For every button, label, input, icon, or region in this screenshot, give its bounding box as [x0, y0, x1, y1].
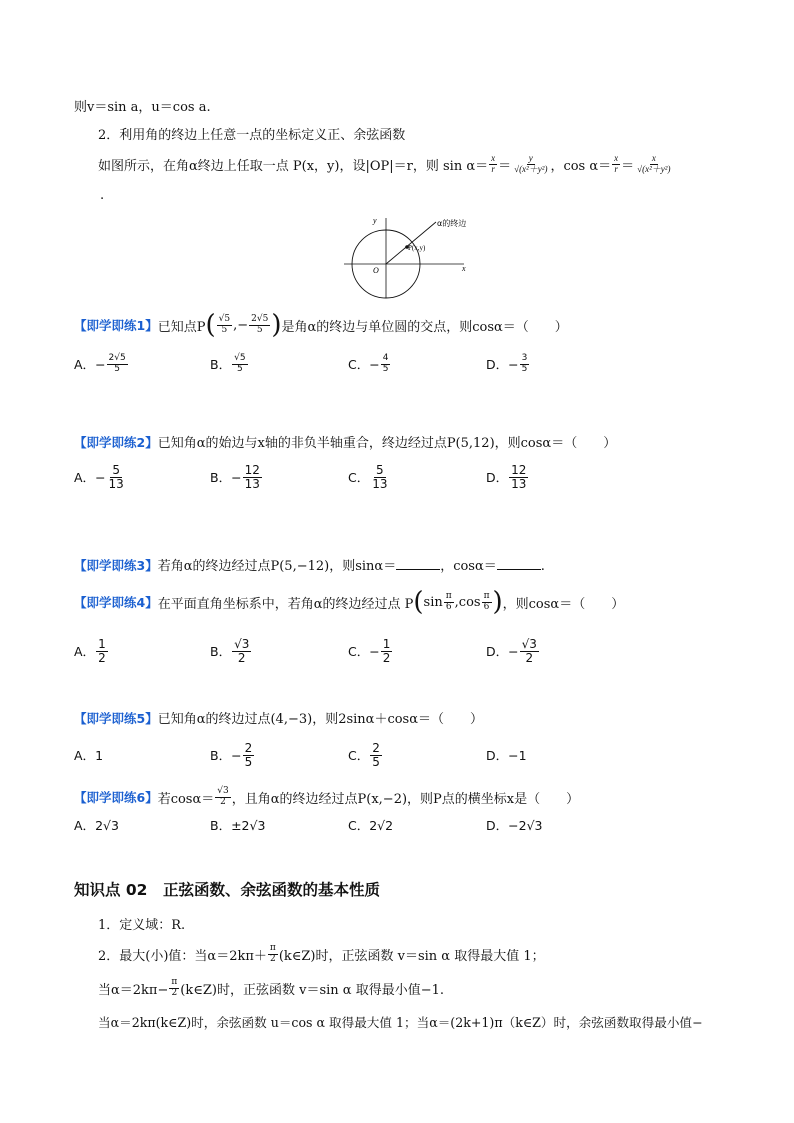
exercise-4-tag: 【即学即练4】 [74, 595, 158, 610]
exercise-2-option-d[interactable]: D． $\frac{12}{13}$ [486, 462, 527, 491]
exercise-6-option-c[interactable]: C．2√2 [348, 818, 394, 833]
exercise-2-tag: 【即学即练2】 [74, 435, 158, 450]
fraction-x-over-r-2: $\frac{x}{r}$ [614, 153, 619, 174]
exercise-5-option-a[interactable]: A． 1 [74, 747, 104, 763]
section-line-cos: 当α＝2kπ(k∈Z)时，余弦函数 u＝cos α 取得最大值 1；当α＝(2k+1)π（k∈Z）时，余弦函数取得最小值− [98, 1015, 703, 1030]
section-line-domain: 1．定义域：R. [98, 918, 186, 933]
terminal-side [386, 222, 436, 264]
answer-blank-cos[interactable] [497, 557, 541, 570]
origin-label: O [373, 266, 379, 275]
intro-line: 则v＝sin a，u＝cos a. [74, 100, 211, 115]
exercise-2-option-b[interactable]: B． − $\frac{12}{13}$ [210, 462, 260, 491]
exercise-1-tag: 【即学即练1】 [74, 318, 158, 333]
unit-circle-figure [340, 212, 480, 300]
point2-definition: 如图所示，在角α终边上任取一点 P(x，y)，设|OP|＝r，则 sin α＝ $\frac{x}{r}$ ＝ $\frac{y}{\text{√(x²＋y²)}}$ ，cos α＝ $\frac{x}{r}$ ＝ $\frac{x}{\text{√(x²＋y²)}}$ [98, 153, 671, 174]
x-axis-label: x [462, 264, 466, 273]
exercise-4-option-d[interactable]: D． − $\frac{√3}{2}$ [486, 636, 537, 665]
exercise-3-stem: 【即学即练3】若角α的终边经过点P(5,−12)，则sinα＝ ，cosα＝ . [74, 558, 545, 574]
fraction-x-over-r: $\frac{x}{r}$ [491, 153, 496, 174]
exercise-5-option-d[interactable]: D． −1 [486, 747, 527, 763]
exercise-5-stem: 【即学即练5】已知角α的终边过点(4,−3)，则2sinα＋cosα＝（ ） [74, 711, 484, 727]
exercise-3-tag: 【即学即练3】 [74, 558, 158, 573]
y-axis-label: y [373, 216, 377, 225]
exercise-6-option-d[interactable]: D．−2√3 [486, 818, 543, 833]
exercise-2-option-c[interactable]: C． $\frac{5}{13}$ [348, 462, 388, 491]
exercise-4-stem: 【即学即练4】 在平面直角坐标系中，若角α的终边经过点 P ( sin $\frac{\pi}{6}$ , cos $\frac{\pi}{6}$ ) ，则cosα＝（ ） [74, 587, 625, 617]
exercise-6-option-a[interactable]: A．2√3 [74, 818, 119, 833]
point2-title: 2．利用角的终边上任意一点的坐标定义正、余弦函数 [98, 128, 406, 143]
exercise-6-tag: 【即学即练6】 [74, 790, 158, 805]
exercise-5-tag: 【即学即练5】 [74, 711, 158, 726]
exercise-6-stem: 【即学即练6】 若cosα＝ $\frac{√3}{2}$ ，且角α的终边经过点P(x,−2)，则P点的横坐标x是（ ） [74, 786, 580, 807]
exercise-1-option-a[interactable]: A． − $\frac{2√5}{5}$ [74, 353, 126, 374]
fraction-x-over-root: $\frac{x}{\text{√(x²＋y²)}}$ [637, 153, 671, 174]
exercise-1-option-c[interactable]: C． − $\frac{4}{5}$ [348, 353, 389, 374]
exercise-1-option-b[interactable]: B． $\frac{√5}{5}$ [210, 353, 246, 374]
exercise-2-stem: 【即学即练2】已知角α的始边与x轴的非负半轴重合，终边经过点P(5,12)，则cosα＝（ ） [74, 435, 617, 451]
exercise-2-option-a[interactable]: A． − $\frac{5}{13}$ [74, 462, 124, 491]
section-heading: 知识点 02 正弦函数、余弦函数的基本性质 [74, 881, 380, 899]
exercise-4-option-b[interactable]: B． $\frac{√3}{2}$ [210, 636, 250, 665]
terminal-side-label: α的终边 [437, 219, 467, 228]
point2-line-a: 如图所示，在角α终边上任取一点 P(x，y)，设|OP|＝r，则 sin α＝ [98, 158, 489, 174]
exercise-1-stem: 【即学即练1】 已知点P ( $\frac{√5}{5}$ , − $\frac{2√5}{5}$ ) 是角α的终边与单位圆的交点，则cosα＝（ ） [74, 310, 568, 340]
exercise-5-option-b[interactable]: B． − $\frac{2}{5}$ [210, 740, 253, 769]
point2-separator: ，cos α＝ [550, 158, 612, 174]
exercise-1-option-d[interactable]: D． − $\frac{3}{5}$ [486, 353, 528, 374]
exercise-4-option-c[interactable]: C． − $\frac{1}{2}$ [348, 636, 391, 665]
section-line-max: 2．最大(小)值：当α＝2kπ＋ $\frac{\pi}{2}$ (k∈Z)时，正弦函数 v＝sin α 取得最大值 1； [98, 943, 545, 964]
point2-period: . [100, 188, 105, 203]
exercise-5-option-c[interactable]: C． $\frac{2}{5}$ [348, 740, 380, 769]
exercise-4-option-a[interactable]: A． $\frac{1}{2}$ [74, 636, 106, 665]
fraction-y-over-root: $\frac{y}{\text{√(x²＋y²)}}$ [514, 153, 548, 174]
exercise-6-option-b[interactable]: B．±2√3 [210, 818, 266, 833]
answer-blank-sin[interactable] [396, 557, 440, 570]
section-line-min: 当α＝2kπ− $\frac{\pi}{2}$ (k∈Z)时，正弦函数 v＝sin α 取得最小值−1. [98, 977, 444, 998]
point-p-label: P(x,y) [408, 244, 426, 252]
